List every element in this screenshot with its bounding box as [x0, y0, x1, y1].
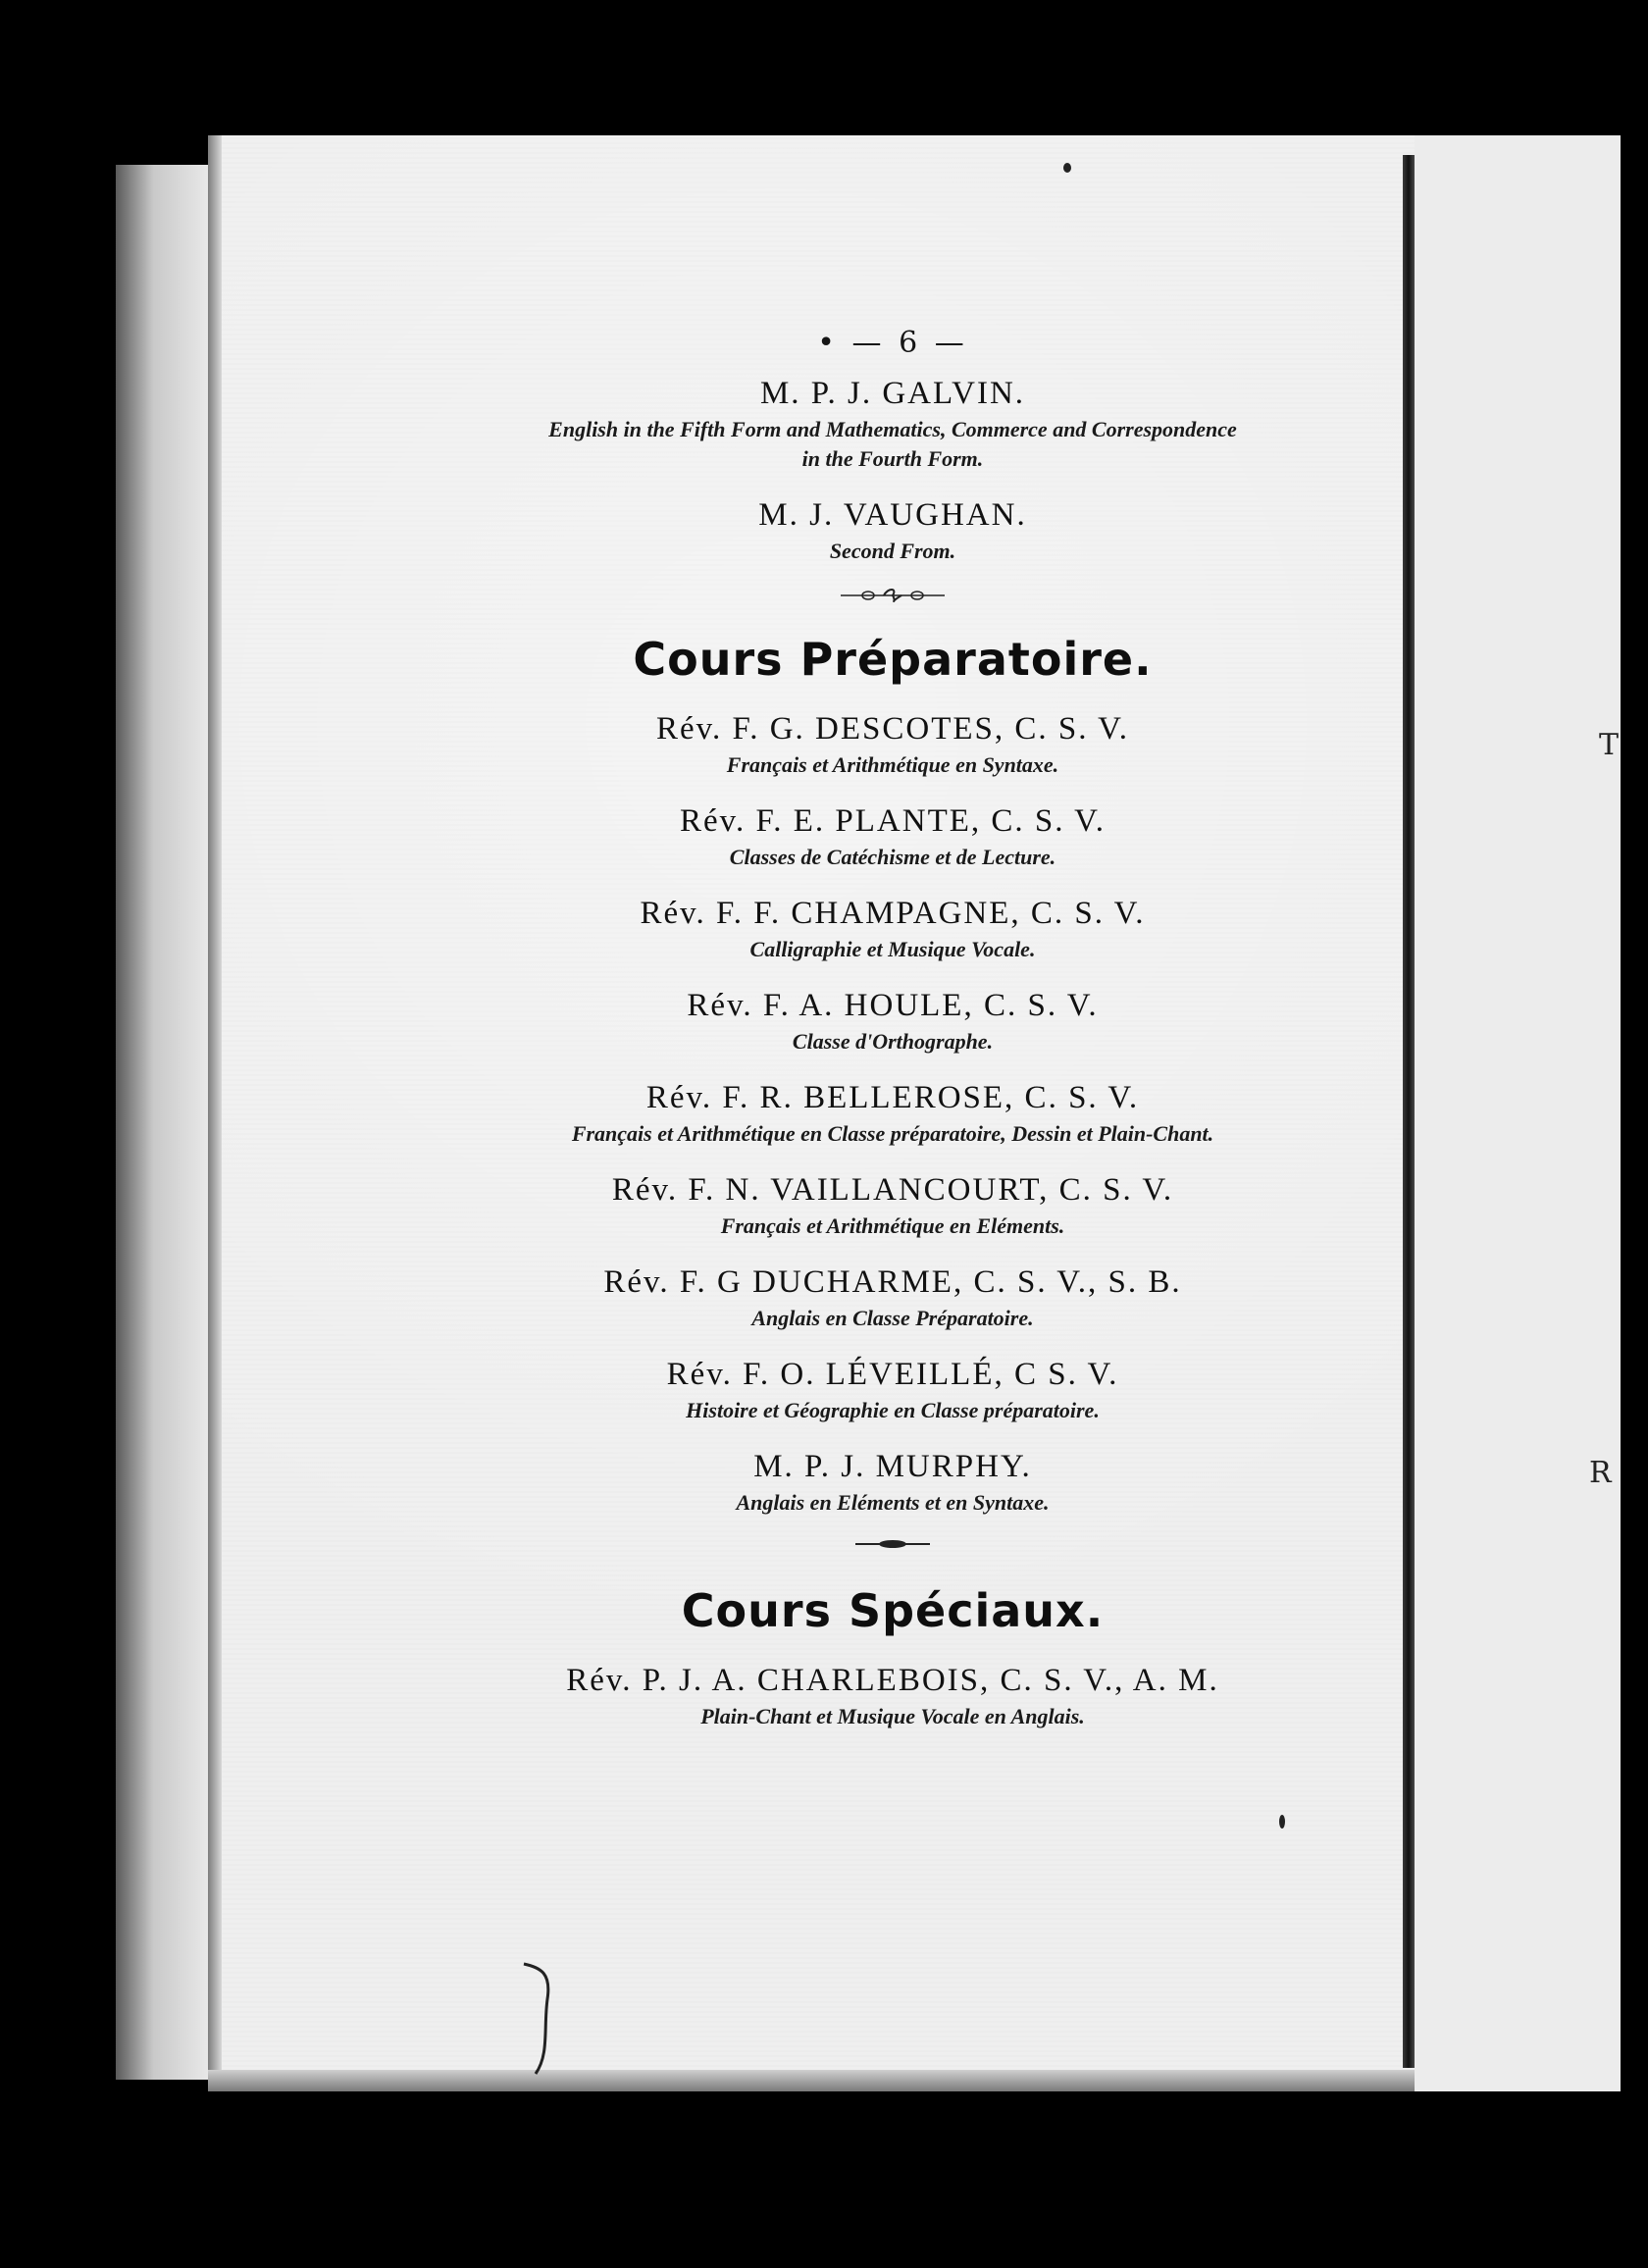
staff-entry [451, 1445, 1334, 1518]
page-bottom-edge [208, 2070, 1438, 2091]
document-body [451, 326, 1334, 1751]
staff-name: M. P. J. GALVIN. [759, 376, 1026, 411]
staff-role-line: Second From. [829, 539, 956, 563]
staff-entry [451, 1659, 1334, 1731]
staff-name: M. P. J. MURPHY. [753, 1449, 1032, 1484]
rule-ornament-icon [853, 1537, 932, 1551]
staff-name: Rév. P. J. A. CHARLEBOIS, C. S. V., A. M. [566, 1663, 1219, 1698]
staff-entry [451, 1076, 1334, 1149]
staff-entry [451, 707, 1334, 780]
staff-role: Plain-Chant et Musique Vocale en Anglais. [700, 1704, 1085, 1728]
staff-role [451, 415, 1334, 474]
scroll-ornament-icon [839, 586, 947, 605]
staff-role-line: in the Fourth Form. [801, 446, 984, 471]
staff-role-line: English in the Fifth Form and Mathematics, Commerce and Correspondence [548, 417, 1237, 441]
staff-entry [451, 984, 1334, 1057]
staff-entry [451, 1353, 1334, 1425]
staff-name: Rév. F. G. DESCOTES, C. S. V. [655, 711, 1129, 747]
staff-entry [451, 799, 1334, 872]
ink-speck [1279, 1815, 1285, 1829]
section-title: Cours Spéciaux. [681, 1584, 1105, 1637]
facing-page-letter: T [1599, 728, 1620, 762]
staff-role: Histoire et Géographie en Classe préparatoire. [686, 1398, 1100, 1422]
staff-name: Rév. F. E. PLANTE, C. S. V. [680, 803, 1106, 839]
staff-name: M. J. VAUGHAN. [758, 497, 1027, 533]
staff-entry [451, 1168, 1334, 1241]
page-stack-edge [116, 165, 210, 2080]
page-left-edge [208, 135, 222, 2091]
staff-role: Anglais en Classe Préparatoire. [751, 1306, 1034, 1330]
binding-gutter [1403, 155, 1415, 2068]
staff-name: Rév. F. G DUCHARME, C. S. V., S. B. [603, 1264, 1182, 1300]
staff-entry [451, 372, 1334, 474]
page-number: • — 6 — [817, 326, 968, 360]
staff-role: Français et Arithmétique en Syntaxe. [726, 752, 1059, 777]
staff-name: Rév. F. A. HOULE, C. S. V. [687, 988, 1099, 1023]
staff-entry [451, 892, 1334, 964]
small-divider [451, 1537, 1334, 1551]
staff-name: Rév. F. N. VAILLANCOURT, C. S. V. [611, 1172, 1174, 1208]
staff-role: Français et Arithmétique en Eléments. [720, 1213, 1065, 1238]
staff-name: Rév. F. F. CHAMPAGNE, C. S. V. [640, 896, 1146, 931]
pen-stroke-mark [522, 1960, 561, 2078]
facing-page-letter: R [1589, 1456, 1612, 1490]
staff-role: Classes de Catéchisme et de Lecture. [729, 845, 1056, 869]
staff-entry [451, 493, 1334, 566]
section-title: Cours Préparatoire. [633, 633, 1153, 686]
staff-role: Français et Arithmétique en Classe préparatoire, Dessin et Plain-Chant. [571, 1121, 1214, 1146]
staff-role: Calligraphie et Musique Vocale. [749, 937, 1036, 961]
staff-role: Classe d'Orthographe. [792, 1029, 994, 1054]
staff-name: Rév. F. O. LÉVEILLÉ, C S. V. [666, 1357, 1119, 1392]
staff-entry [451, 1261, 1334, 1333]
staff-role [451, 537, 1334, 566]
ornamental-divider [451, 586, 1334, 605]
ink-speck [1063, 163, 1071, 173]
staff-role: Anglais en Eléments et en Syntaxe. [736, 1490, 1050, 1515]
facing-page [1415, 135, 1621, 2091]
staff-name: Rév. F. R. BELLEROSE, C. S. V. [645, 1080, 1140, 1115]
